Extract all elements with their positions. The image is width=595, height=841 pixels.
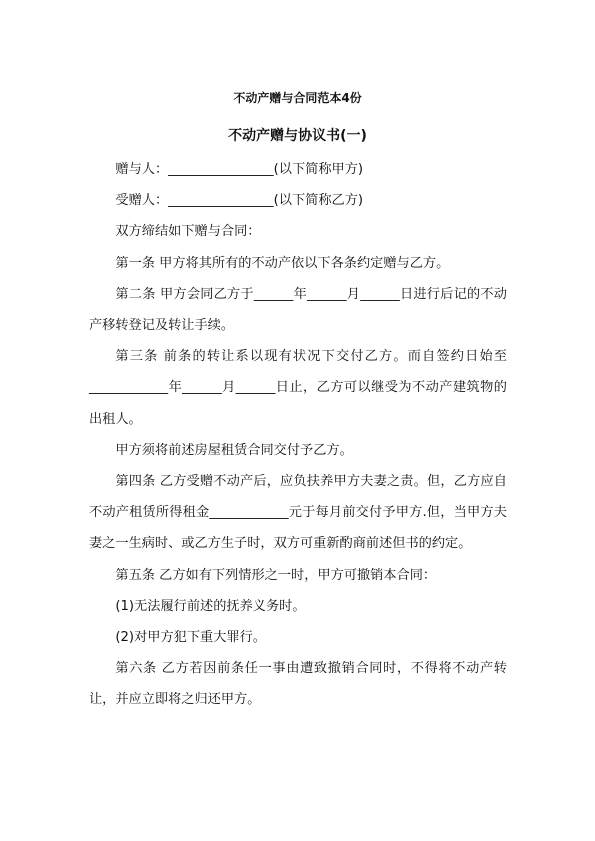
donee-line: 受赠人：________________(以下简称乙方) — [115, 193, 364, 209]
document-title: 不动产赠与合同范本4份 — [233, 91, 362, 105]
agreement-intro: 双方缔结如下赠与合同： — [115, 224, 261, 240]
donor-line: 赠与人：________________(以下简称甲方) — [115, 162, 364, 177]
article-1: 第一条 甲方将其所有的不动产依以下各条约定赠与乙方。 — [115, 255, 450, 271]
article-5: 第五条 乙方如有下列情形之一时，甲方可撤销本合同： — [115, 567, 437, 583]
article-5-item-2: (2)对甲方犯下重大罪行。 — [115, 630, 266, 646]
contract-title: 不动产赠与协议书(一) — [228, 128, 367, 144]
article-2: 第二条 甲方会同乙方于______年______月______日进行后记的不动产移转登记及转让手续。 — [89, 286, 507, 334]
article-5-item-1: (1)无法履行前述的抚养义务时。 — [115, 598, 306, 614]
article-3: 第三条 前条的转让系以现有状况下交付乙方。而自签约日始至____________年______月______日止，乙方可以继受为不动产建筑物的出租人。 — [89, 349, 507, 427]
lease-handover-note: 甲方须将前述房屋租赁合同交付予乙方。 — [115, 442, 353, 458]
contract-body — [89, 154, 507, 716]
article-4: 第四条 乙方受赠不动产后，应负扶养甲方夫妻之责。但，乙方应自不动产租赁所得租金____________元于每月前交付予甲方.但，当甲方夫妻之一生病时、或乙方生子时，双方可重新酌商前述但书的约定。 — [89, 474, 507, 552]
article-6: 第六条 乙方若因前条任一事由遭致撤销合同时，不得将不动产转让，并应立即将之归还甲方。 — [89, 661, 507, 708]
